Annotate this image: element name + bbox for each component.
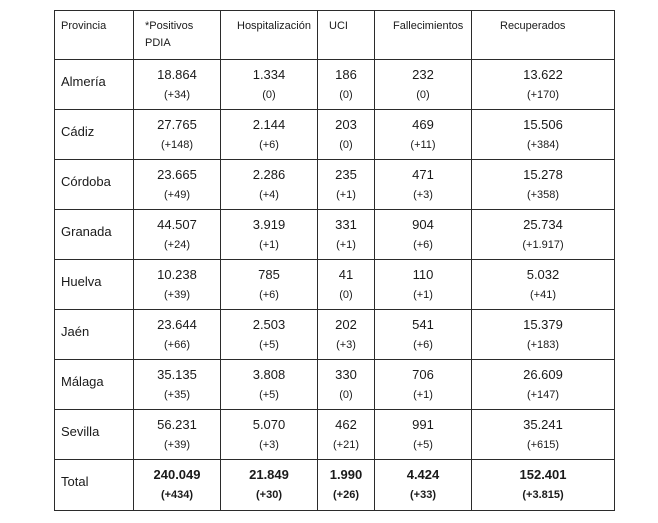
total-positivos-delta: (+434) bbox=[160, 489, 194, 501]
cell-positivos bbox=[134, 110, 221, 160]
fallecimientos-delta: (+11) bbox=[410, 139, 436, 151]
total-hospitalizacion-value: 21.849 bbox=[249, 467, 289, 482]
fallecimientos-delta: (+6) bbox=[413, 239, 433, 251]
cell-provincia bbox=[55, 110, 134, 160]
uci-delta: (0) bbox=[339, 389, 353, 401]
hospitalizacion-delta: (+5) bbox=[259, 339, 279, 351]
positivos-value: 10.238 bbox=[157, 267, 197, 282]
total-uci-value: 1.990 bbox=[329, 467, 363, 482]
cell-recuperados bbox=[472, 260, 615, 310]
cell-fallecimientos bbox=[375, 110, 472, 160]
recuperados-delta: (+41) bbox=[530, 289, 556, 301]
total-fallecimientos-delta: (+33) bbox=[410, 489, 436, 501]
positivos-value: 56.231 bbox=[157, 417, 197, 432]
total-recuperados-delta: (+3.815) bbox=[522, 489, 564, 501]
table-row bbox=[55, 260, 615, 310]
fallecimientos-value: 232 bbox=[412, 67, 434, 82]
total-hospitalizacion-delta: (+30) bbox=[256, 489, 282, 501]
positivos-value: 18.864 bbox=[157, 67, 197, 82]
table-row bbox=[55, 360, 615, 410]
hospitalizacion-delta: (+4) bbox=[259, 189, 279, 201]
cell-positivos bbox=[134, 60, 221, 110]
recuperados-delta: (+183) bbox=[526, 339, 560, 351]
recuperados-value: 15.278 bbox=[523, 167, 563, 182]
uci-delta: (0) bbox=[339, 89, 353, 101]
recuperados-delta: (+170) bbox=[526, 89, 560, 101]
uci-delta: (+1) bbox=[336, 189, 356, 201]
hospitalizacion-delta: (+1) bbox=[259, 239, 279, 251]
header-hospitalizacion bbox=[221, 11, 318, 60]
cell-hospitalizacion bbox=[221, 460, 318, 511]
cell-positivos bbox=[134, 460, 221, 511]
cell-recuperados bbox=[472, 110, 615, 160]
recuperados-delta: (+147) bbox=[526, 389, 560, 401]
fallecimientos-delta: (+1) bbox=[413, 389, 433, 401]
cell-recuperados bbox=[472, 310, 615, 360]
cell-positivos bbox=[134, 410, 221, 460]
header-recuperados bbox=[472, 11, 615, 60]
uci-value: 331 bbox=[335, 217, 357, 232]
uci-delta: (0) bbox=[339, 289, 353, 301]
covid-provinces-table bbox=[54, 10, 615, 511]
fallecimientos-delta: (+6) bbox=[413, 339, 433, 351]
cell-positivos bbox=[134, 160, 221, 210]
recuperados-value: 25.734 bbox=[523, 217, 563, 232]
hospitalizacion-delta: (0) bbox=[262, 89, 276, 101]
positivos-value: 35.135 bbox=[157, 367, 197, 382]
recuperados-value: 5.032 bbox=[526, 267, 560, 282]
hospitalizacion-delta: (+3) bbox=[259, 439, 279, 451]
table-row bbox=[55, 60, 615, 110]
cell-hospitalizacion bbox=[221, 110, 318, 160]
header-positivos-line2: PDIA bbox=[145, 37, 171, 49]
recuperados-value: 35.241 bbox=[523, 417, 563, 432]
cell-fallecimientos bbox=[375, 260, 472, 310]
uci-delta: (+21) bbox=[333, 439, 359, 451]
recuperados-delta: (+615) bbox=[526, 439, 560, 451]
provincia-name: Granada bbox=[61, 224, 112, 239]
cell-provincia bbox=[55, 360, 134, 410]
cell-positivos bbox=[134, 260, 221, 310]
cell-hospitalizacion bbox=[221, 360, 318, 410]
positivos-delta: (+49) bbox=[164, 189, 190, 201]
total-uci-delta: (+26) bbox=[333, 489, 359, 501]
cell-fallecimientos bbox=[375, 410, 472, 460]
hospitalizacion-value: 785 bbox=[258, 267, 280, 282]
fallecimientos-value: 991 bbox=[412, 417, 434, 432]
positivos-delta: (+24) bbox=[164, 239, 190, 251]
header-recuperados-label: Recuperados bbox=[500, 20, 566, 32]
cell-fallecimientos bbox=[375, 460, 472, 511]
uci-value: 462 bbox=[335, 417, 357, 432]
header-positivos-label bbox=[134, 11, 220, 52]
recuperados-delta: (+358) bbox=[526, 189, 560, 201]
cell-fallecimientos bbox=[375, 360, 472, 410]
cell-recuperados bbox=[472, 360, 615, 410]
cell-provincia bbox=[55, 160, 134, 210]
cell-positivos bbox=[134, 360, 221, 410]
header-fallecimientos bbox=[375, 11, 472, 60]
cell-uci bbox=[318, 460, 375, 511]
uci-value: 235 bbox=[335, 167, 357, 182]
recuperados-delta: (+1.917) bbox=[522, 239, 564, 251]
cell-recuperados bbox=[472, 210, 615, 260]
header-provincia bbox=[55, 11, 134, 60]
cell-hospitalizacion bbox=[221, 410, 318, 460]
total-row bbox=[55, 460, 615, 511]
recuperados-value: 15.506 bbox=[523, 117, 563, 132]
positivos-value: 27.765 bbox=[157, 117, 197, 132]
cell-uci bbox=[318, 260, 375, 310]
positivos-delta: (+66) bbox=[164, 339, 190, 351]
cell-fallecimientos bbox=[375, 60, 472, 110]
table-header-row bbox=[55, 11, 615, 60]
header-positivos-line1: *Positivos bbox=[145, 20, 194, 32]
cell-positivos bbox=[134, 210, 221, 260]
cell-uci bbox=[318, 410, 375, 460]
fallecimientos-delta: (+1) bbox=[413, 289, 433, 301]
cell-recuperados bbox=[472, 60, 615, 110]
cell-uci bbox=[318, 310, 375, 360]
total-fallecimientos-value: 4.424 bbox=[406, 467, 440, 482]
total-recuperados-value: 152.401 bbox=[519, 467, 567, 482]
hospitalizacion-value: 1.334 bbox=[252, 67, 286, 82]
cell-hospitalizacion bbox=[221, 260, 318, 310]
cell-provincia bbox=[55, 410, 134, 460]
header-uci bbox=[318, 11, 375, 60]
recuperados-value: 15.379 bbox=[523, 317, 563, 332]
positivos-delta: (+39) bbox=[164, 439, 190, 451]
provincia-name: Almería bbox=[61, 74, 106, 89]
fallecimientos-value: 110 bbox=[412, 267, 434, 282]
hospitalizacion-value: 3.808 bbox=[252, 367, 286, 382]
fallecimientos-value: 706 bbox=[412, 367, 434, 382]
header-uci-label: UCI bbox=[329, 20, 348, 32]
cell-hospitalizacion bbox=[221, 310, 318, 360]
provincia-name: Huelva bbox=[61, 274, 102, 289]
table-row bbox=[55, 410, 615, 460]
cell-positivos bbox=[134, 310, 221, 360]
fallecimientos-delta: (+5) bbox=[413, 439, 433, 451]
uci-value: 202 bbox=[335, 317, 357, 332]
fallecimientos-value: 469 bbox=[412, 117, 434, 132]
uci-value: 186 bbox=[335, 67, 357, 82]
recuperados-value: 13.622 bbox=[523, 67, 563, 82]
table-row bbox=[55, 110, 615, 160]
positivos-value: 23.644 bbox=[157, 317, 197, 332]
cell-recuperados bbox=[472, 460, 615, 511]
cell-provincia bbox=[55, 310, 134, 360]
table-row bbox=[55, 310, 615, 360]
uci-delta: (+3) bbox=[336, 339, 356, 351]
provincia-name: Córdoba bbox=[61, 174, 111, 189]
table-body bbox=[55, 60, 615, 511]
table-row bbox=[55, 160, 615, 210]
cell-hospitalizacion bbox=[221, 160, 318, 210]
cell-provincia bbox=[55, 210, 134, 260]
cell-hospitalizacion bbox=[221, 210, 318, 260]
cell-fallecimientos bbox=[375, 210, 472, 260]
positivos-delta: (+34) bbox=[164, 89, 190, 101]
cell-provincia bbox=[55, 60, 134, 110]
cell-hospitalizacion bbox=[221, 60, 318, 110]
table-row bbox=[55, 210, 615, 260]
hospitalizacion-delta: (+6) bbox=[259, 139, 279, 151]
positivos-value: 23.665 bbox=[157, 167, 197, 182]
cell-uci bbox=[318, 210, 375, 260]
uci-value: 41 bbox=[338, 267, 354, 282]
header-hospitalizacion-label: Hospitalización bbox=[237, 20, 311, 32]
hospitalizacion-delta: (+6) bbox=[259, 289, 279, 301]
provincia-name: Jaén bbox=[61, 324, 90, 339]
hospitalizacion-value: 3.919 bbox=[252, 217, 286, 232]
fallecimientos-value: 904 bbox=[412, 217, 434, 232]
hospitalizacion-delta: (+5) bbox=[259, 389, 279, 401]
uci-value: 203 bbox=[335, 117, 357, 132]
fallecimientos-delta: (0) bbox=[416, 89, 430, 101]
positivos-value: 44.507 bbox=[157, 217, 197, 232]
positivos-delta: (+39) bbox=[164, 289, 190, 301]
hospitalizacion-value: 2.286 bbox=[252, 167, 286, 182]
cell-uci bbox=[318, 110, 375, 160]
fallecimientos-value: 471 bbox=[412, 167, 434, 182]
hospitalizacion-value: 2.144 bbox=[252, 117, 286, 132]
fallecimientos-value: 541 bbox=[412, 317, 434, 332]
hospitalizacion-value: 5.070 bbox=[252, 417, 286, 432]
cell-recuperados bbox=[472, 160, 615, 210]
cell-recuperados bbox=[472, 410, 615, 460]
cell-provincia bbox=[55, 260, 134, 310]
provincia-name: Sevilla bbox=[61, 424, 100, 439]
recuperados-value: 26.609 bbox=[523, 367, 563, 382]
cell-uci bbox=[318, 60, 375, 110]
fallecimientos-delta: (+3) bbox=[413, 189, 433, 201]
uci-value: 330 bbox=[335, 367, 357, 382]
total-positivos-value: 240.049 bbox=[153, 467, 201, 482]
uci-delta: (0) bbox=[339, 139, 353, 151]
header-fallecimientos-label: Fallecimientos bbox=[393, 20, 464, 32]
provincia-name: Cádiz bbox=[61, 124, 95, 139]
header-provincia-label: Provincia bbox=[61, 20, 107, 32]
cell-uci bbox=[318, 360, 375, 410]
positivos-delta: (+35) bbox=[164, 389, 190, 401]
hospitalizacion-value: 2.503 bbox=[252, 317, 286, 332]
positivos-delta: (+148) bbox=[160, 139, 194, 151]
recuperados-delta: (+384) bbox=[526, 139, 560, 151]
cell-fallecimientos bbox=[375, 160, 472, 210]
cell-fallecimientos bbox=[375, 310, 472, 360]
provincia-name: Málaga bbox=[61, 374, 104, 389]
header-positivos bbox=[134, 11, 221, 60]
cell-provincia bbox=[55, 460, 134, 511]
total-label: Total bbox=[61, 474, 89, 489]
cell-uci bbox=[318, 160, 375, 210]
uci-delta: (+1) bbox=[336, 239, 356, 251]
